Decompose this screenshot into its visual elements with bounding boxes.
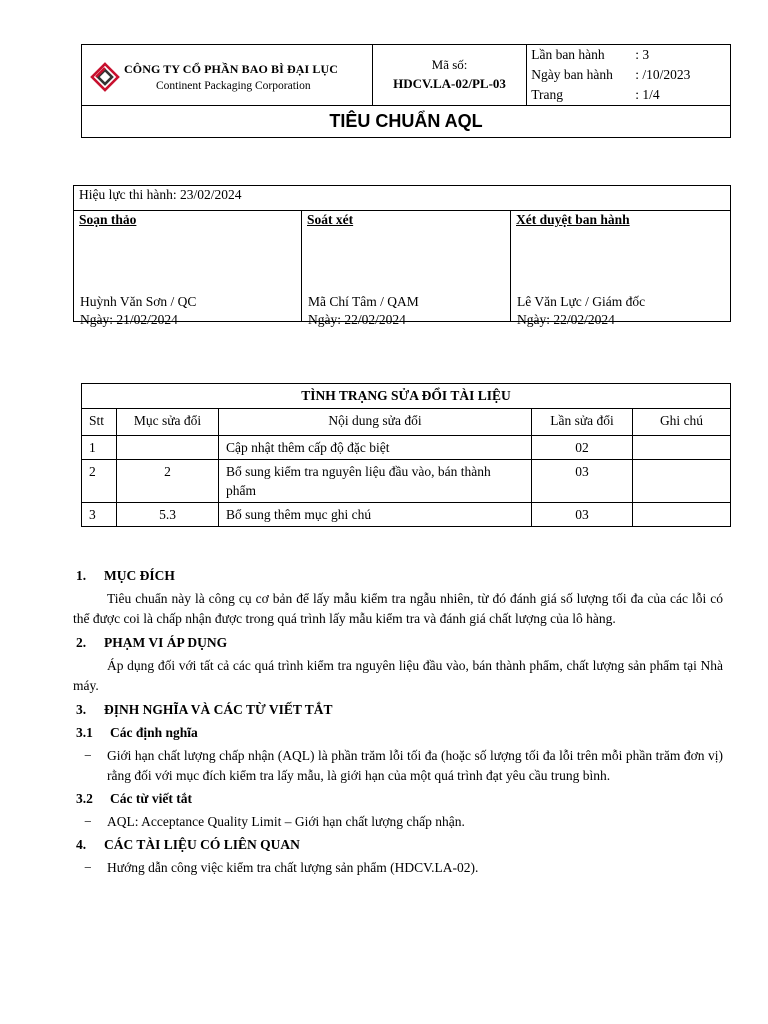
section-heading-2	[73, 633, 723, 653]
cell-content: Bổ sung kiểm tra nguyên liệu đầu vào, bán thành phẩm	[219, 460, 532, 503]
dash-bullet-icon: −	[84, 748, 92, 763]
table-row	[82, 503, 731, 527]
subsection-heading-3-1	[73, 723, 723, 743]
approval-date: Ngày: 21/02/2024	[80, 312, 178, 327]
approver-name: Lê Văn Lực / Giám đốc	[517, 294, 646, 309]
meta-label: Ngày ban hành	[531, 67, 613, 82]
column-header: Nội dung sửa đổi	[219, 409, 532, 436]
meta-value: : /10/2023	[635, 67, 691, 82]
table-row	[82, 460, 731, 503]
revision-header-row	[82, 409, 731, 436]
cell-rev: 02	[532, 436, 633, 460]
meta-value: : 1/4	[635, 87, 660, 102]
cell-rev: 03	[532, 460, 633, 503]
company-cell	[82, 45, 373, 106]
cell-rev: 03	[532, 503, 633, 527]
subsection-number: 3.1	[76, 725, 93, 740]
approval-column-reviewed	[302, 211, 511, 327]
cell-note	[633, 460, 731, 503]
cell-stt: 3	[82, 503, 117, 527]
code-label: Mã số:	[431, 57, 468, 72]
cell-item: 5.3	[117, 503, 219, 527]
meta-label: Lần ban hành	[531, 47, 605, 62]
subsection-number: 3.2	[76, 791, 93, 806]
meta-label: Trang	[531, 87, 563, 102]
section-2-text: Áp dụng đối với tất cả các quá trình kiểm tra nguyên liệu đầu vào, bán thành phẩm, chất lượng sản phẩm tại Nhà máy.	[73, 658, 723, 693]
approval-date: Ngày: 22/02/2024	[517, 312, 615, 327]
dash-bullet-icon: −	[84, 860, 92, 875]
company-logo-icon	[90, 62, 120, 92]
list-item-text: Giới hạn chất lượng chấp nhận (AQL) là phần trăm lỗi tối đa (hoặc số lượng tối đa lỗi trên mỗi phần trăm đơn vị) rằng đối với mục đích kiểm tra lấy mẫu, là giới hạn của một quá trình đạt yêu cầu trung bình.	[107, 748, 723, 783]
list-item-text: AQL: Acceptance Quality Limit – Giới hạn chất lượng chấp nhận.	[107, 814, 465, 829]
subsection-heading-3-2	[73, 789, 723, 809]
cell-note	[633, 436, 731, 460]
section-title: ĐỊNH NGHĨA VÀ CÁC TỪ VIẾT TẮT	[104, 702, 333, 717]
approval-heading: Xét duyệt ban hành	[516, 212, 630, 227]
dash-bullet-icon: −	[84, 814, 92, 829]
meta-row	[531, 65, 730, 85]
revision-table	[81, 383, 731, 527]
subsection-title: Các từ viết tắt	[110, 791, 192, 806]
section-heading-3	[73, 700, 723, 720]
section-number: 3.	[76, 702, 87, 717]
meta-row	[531, 85, 730, 105]
approval-date: Ngày: 22/02/2024	[308, 312, 406, 327]
cell-stt: 1	[82, 436, 117, 460]
cell-note	[633, 503, 731, 527]
revision-table-title: TÌNH TRẠNG SỬA ĐỔI TÀI LIỆU	[82, 384, 731, 409]
company-name-en: Continent Packaging Corporation	[156, 80, 311, 92]
list-item	[73, 858, 723, 878]
section-number: 2.	[76, 635, 87, 650]
approver-name: Huỳnh Văn Sơn / QC	[80, 294, 197, 309]
document-meta-cell	[527, 45, 731, 106]
list-item	[73, 746, 723, 786]
approval-column-drafted	[74, 211, 302, 327]
section-title: CÁC TÀI LIỆU CÓ LIÊN QUAN	[104, 837, 300, 852]
section-heading-4	[73, 835, 723, 855]
cell-stt: 2	[82, 460, 117, 503]
section-title: PHẠM VI ÁP DỤNG	[104, 635, 228, 650]
cell-item	[117, 436, 219, 460]
company-name-vn: CÔNG TY CỔ PHẦN BAO BÌ ĐẠI LỤC	[124, 62, 339, 76]
approval-heading: Soạn thảo	[79, 212, 137, 227]
column-header: Lần sửa đổi	[532, 409, 633, 436]
approver-name: Mã Chí Tâm / QAM	[308, 294, 419, 309]
column-header: Ghi chú	[633, 409, 731, 436]
section-number: 4.	[76, 837, 87, 852]
section-number: 1.	[76, 568, 87, 583]
cell-content: Bổ sung thêm mục ghi chú	[219, 503, 532, 527]
document-code-cell	[372, 45, 526, 106]
column-header: Stt	[82, 409, 117, 436]
table-row	[82, 436, 731, 460]
code-value: HDCV.LA-02/PL-03	[393, 76, 506, 91]
column-header: Mục sửa đổi	[117, 409, 219, 436]
document-body	[73, 566, 723, 878]
approval-table	[73, 185, 731, 327]
cell-item: 2	[117, 460, 219, 503]
approval-column-approved	[511, 211, 731, 327]
approval-heading: Soát xét	[307, 212, 354, 227]
subsection-title: Các định nghĩa	[110, 725, 198, 740]
section-1-text: Tiêu chuẩn này là công cụ cơ bản để lấy mẫu kiểm tra ngẫu nhiên, từ đó đánh giá số lượng tối đa của các lỗi có thể được coi là chấp nhận được trong quá trình lấy mẫu kiểm tra và đánh giá chất lượng của lô hàng.	[73, 591, 723, 626]
list-item-text: Hướng dẫn công việc kiểm tra chất lượng sản phẩm (HDCV.LA-02).	[107, 860, 479, 875]
document-header	[81, 44, 731, 138]
meta-value: : 3	[635, 47, 650, 62]
meta-row	[531, 45, 730, 65]
section-heading-1	[73, 566, 723, 586]
section-title: MỤC ĐÍCH	[104, 568, 175, 583]
cell-content: Cập nhật thêm cấp độ đặc biệt	[219, 436, 532, 460]
document-title: TIÊU CHUẨN AQL	[82, 106, 731, 138]
list-item	[73, 812, 723, 832]
effective-date: Hiệu lực thi hành: 23/02/2024	[74, 186, 731, 211]
